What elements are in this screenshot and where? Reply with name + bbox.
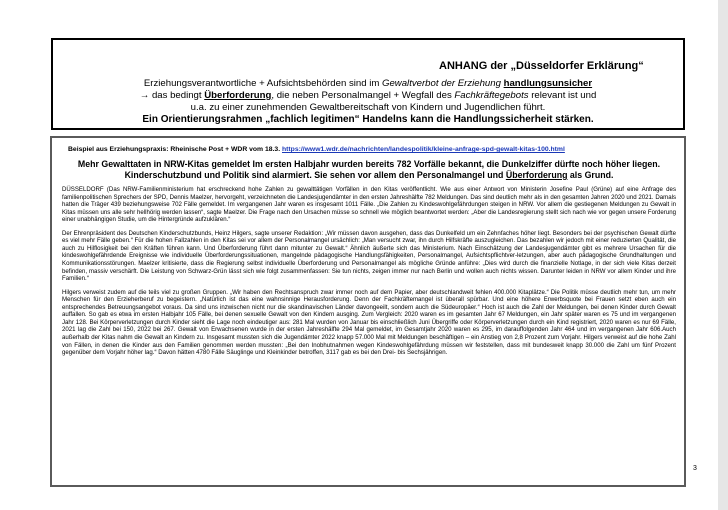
header-line-2-italic: Fachkräftegebots [454, 90, 529, 101]
article-paragraph-1: DÜSSELDORF (Das NRW-Familienministerium hat erschreckend hohe Zahlen zu gewalttätigen Vorfällen in den Kitas veröffentlicht. Wie aus einer Antwort von Ministerin Josefine Paul (Grüne) auf eine Anfrage des familienpolitischen Sprechers der SPD, Dennis Maelzer, hervorgeht, verzeichneten die Landesjugendämter in den ersten Jahreshälfte 782 Meldungen. Das sind deutlich mehr als in den gesamten Jahren 2020 und 2021. Damals hatten die Träger 439 beziehungsweise 702 Fälle gemeldet. Im vergangenen Jahr waren es insgesamt 1011 Fälle. „Die Zahlen zu Kindeswohlgefährdungen steigen in NRW. Vor allem die gestiegenen Meldungen zu Gewalt in Kitas müssen uns alle sehr hellhörig werden lassen“, sagte Maelzer. Die Frage nach den Ursachen müsse so schnell wie möglich beantwortet werden: „Aber die Landesregierung stellt sich nach wie vor gegen unsere Forderung einer unabhängigen Studie, um die Hintergründe aufzuklären.“ [62, 186, 676, 224]
header-line-1-italic: Gewaltverbot der Erziehung [382, 78, 501, 89]
header-line-1-underlined: handlungsunsicher [503, 78, 593, 89]
header-line-1-text: Erziehungsverantwortliche + Aufsichtsbehörden sind im [143, 78, 382, 89]
article-paragraph-3: Hilgers verweist zudem auf die teils viel zu großen Gruppen. „Wir haben den Rechtsanspruch zwar immer noch auf dem Papier, aber deutschlandweit fehlen 400.000 Kitaplätze.“ Die Politik müsse deutlich mehr tun, um mehr Menschen für den Erzieherberuf zu begeistern. „Natürlich ist das eine wahnsinnige Herausforderung. Denn der Fachkräftemangel ist überall spürbar. Und eine höhere Erwerbsquote bei Frauen setzt eben auch ein entsprechendes Betreuungsangebot voraus. Da sind uns inzwischen nicht nur die skandinavischen Länder davongeeilt, sondern auch die Südeuropäer.“ Hoch ist auch die Zahl der Meldungen, bei denen Kinder durch Gewalt auffallen. So gab es etwa im ersten Halbjahr 105 Fälle, bei denen sexuelle Gewalt von den Kindern ausging. Zum Vergleich: 2020 waren es im gesamten Jahr 67 Meldungen, ein Jahr später waren es 75 und im vergangenen Jahr 128. Bei Körperverletzungen durch Kinder sieht die Lage noch eindeutiger aus: 281 Mal wurden von Januar bis einschließlich Juni Übergriffe oder Körperverletzungen durch ein Kind registriert, 2020 waren es nur 69 Fälle, 2021 lag die Zahl bei 150, 2022 bei 267. Gewalt von Erwachsenen wurde in der ersten Jahreshälfte 294 Mal gemeldet, im Gesamtjahr 2020 waren es 295, im darauffolgenden Jahr 464 und im vergangenen Jahr 606.Auch außerhalb der Kitas nahm die Gewalt an Kindern zu. Insgesamt mussten sich die Jugendämter 2022 knapp 57.000 Mal mit Meldungen beschäftigen – ein Anstieg von 2,8 Prozent zum Vorjahr. Hilgers verweist auf die hohe Zahl von Fällen, in denen die Kinder aus den Familien genommen werden mussten: „Bei den Inobhutnahmen wegen Kindeswohlgefährdung müssen wir feststellen, dass mit bundesweit knapp 30.000 die Zahl um fünf Prozent gegenüber dem Vorjahr höher lag.“ Davon hätten 4780 Fälle Säuglinge und Kleinkinder betroffen, 3117 gab es bei den Drei- bis Sechsjährigen. [62, 288, 676, 357]
article-content [62, 146, 676, 363]
window-edge-strip [718, 0, 728, 510]
article-box [50, 136, 686, 487]
header-line-2-text: → das bedingt [139, 90, 205, 101]
header-text [53, 78, 683, 126]
article-headline [62, 159, 676, 181]
header-box [51, 38, 685, 130]
article-paragraph-2: Der Ehrenpräsident des Deutschen Kinderschutzbunds, Heinz Hilgers, sagte unserer Redaktion: „Wir müssen davon ausgehen, dass das Dunkelfeld um ein Zehnfaches höher liegt. Besonders bei der psychischen Gewalt dürfte es viel mehr Fälle geben.“ Für die hohen Fallzahlen in den Kitas sei vor allem der Personalmangel ursächlich: „Man versucht zwar, ihn durch Hilfskräfte auszugleichen. Das bezahlen wir jedoch mit einer reduzierten Qualität, die auch zu Hilflosigkeit bei den Kräften führen kann. Und Überforderung führt dann mitunter zu Gewalt.“ Ähnlich äußerte sich das Ministerium. Nach Einschätzung der Landesjugendämter gibt es mehrere Ursachen für die kindeswohlgefährdende Ereignisse wie individuelle Überforderungssituationen, mangelnde pädagogische Handlungsfähigkeiten, Personalmangel, Aufsichtspflichtver-letzungen, aber auch pädagogische Grundhaltungen und Kommunikationsstörungen. Maelzer kritisierte, dass die Regierung selbst individuelle Überforderung und Personalmangel als mögliche Gründe anführe: „Dies wird durch die finanzielle Notlage, in der sich viele Kitas derzeit befinden, massiv verschärft. Die Leistung von Schwarz-Grün lässt sich wie folgt zusammenfassen: Sie tun nichts, zeigen immer nur nach Berlin und wollen auch nichts wissen. Darunter leiden in NRW vor allem Kinder und ihre Familien.“ [62, 229, 676, 283]
headline-text: Mehr Gewalttaten in NRW-Kitas gemeldet Im ersten Halbjahr wurden bereits 782 Vorfälle bekannt, die Dunkelziffer dürfte noch höher liegen. Kinderschutzbund und Politik sind alarmiert. Sie sehen vor allem den Personalmangel und [77, 159, 661, 180]
header-line-3: u.a. zu einer zunehmenden Gewaltbereitschaft von Kindern und Jugendlichen führt. [190, 102, 546, 113]
header-line-2-text-c: relevant ist und [528, 90, 597, 101]
headline-text-end: als Grund. [567, 170, 614, 180]
header-line-2-underlined: Überforderung [204, 90, 272, 101]
header-line-4: Ein Orientierungsrahmen „fachlich legitimen“ Handelns kann die Handlungssicherheit stärken. [142, 114, 594, 125]
header-line-2-text-b: , die neben Personalmangel + Wegfall des [271, 90, 455, 101]
source-label: Beispiel aus Erziehungspraxis: Rheinische Post + WDR vom 18.3. [68, 146, 282, 153]
source-link[interactable]: https://www1.wdr.de/nachrichten/landespolitik/kleine-anfrage-spd-gewalt-kitas-100.html [281, 146, 565, 153]
page-number: 3 [693, 465, 697, 472]
header-title: ANHANG der „Düsseldorfer Erklärung“ [439, 60, 644, 72]
header-line-2 [53, 90, 683, 102]
source-line [62, 146, 676, 153]
headline-underlined: Überforderung [505, 170, 568, 180]
header-line-1 [53, 78, 683, 90]
